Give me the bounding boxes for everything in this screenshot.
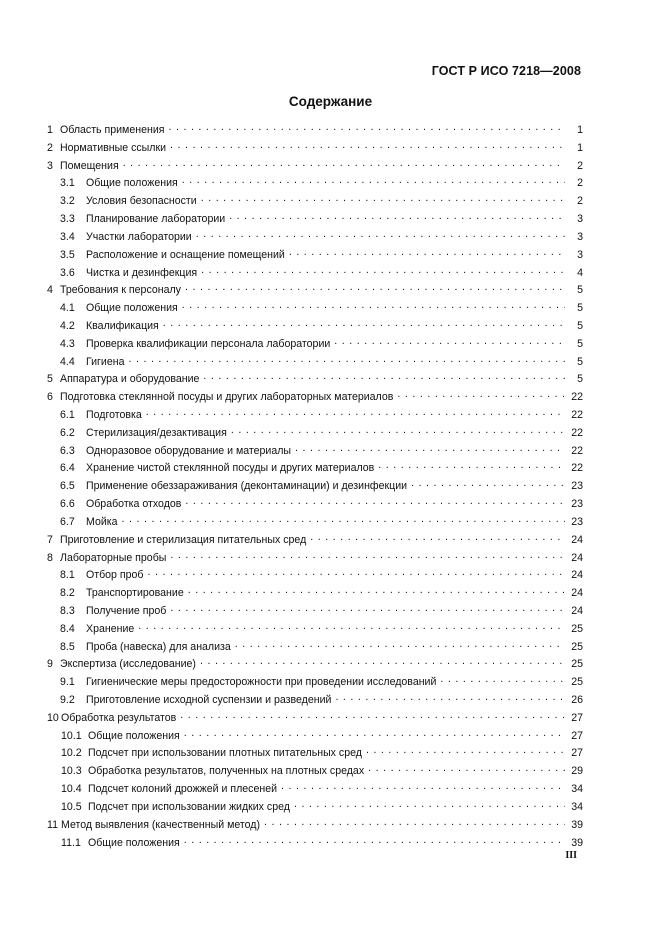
toc-entry-page: 5 [577,302,583,315]
toc-entry-label: Мойка [86,515,118,528]
toc-entry-page: 2 [577,159,583,172]
toc-entry-page: 23 [571,480,583,493]
toc-entry-number: 3.6 [60,266,75,279]
toc-entry-page: 27 [571,711,583,724]
toc-entry-page: 24 [571,551,583,564]
toc-entry[interactable] [47,337,583,355]
toc-entry-page: 34 [571,783,583,796]
toc-entry-page: 23 [571,498,583,511]
toc-entry-page: 24 [571,569,583,582]
toc-entry-number: 4.1 [60,302,75,315]
toc-entry[interactable] [47,266,583,284]
toc-entry-label: Расположение и оснащение помещений [86,248,285,261]
toc-entry-page: 5 [577,337,583,350]
toc-entry-label: Одноразовое оборудование и материалы [86,444,292,457]
toc-entry-page: 22 [571,462,583,475]
toc-entry-number: 8.2 [60,587,75,600]
toc-entry-number: 3.3 [60,213,75,226]
toc-entry[interactable] [47,551,583,569]
toc-entry-page: 39 [571,836,583,849]
toc-entry-number: 6 [47,391,53,404]
toc-entry[interactable] [47,479,583,497]
toc-entry-page: 2 [577,195,583,208]
toc-entry[interactable] [47,711,583,729]
toc-entry[interactable] [47,764,583,782]
table-of-contents [47,123,583,853]
toc-entry-number: 6.6 [60,498,75,511]
toc-dot-leader [203,372,565,382]
toc-dot-leader [185,283,565,293]
toc-entry-number: 8.3 [60,604,75,617]
toc-dot-leader [147,568,565,578]
toc-entry[interactable] [47,586,583,604]
toc-entry-page: 3 [577,248,583,261]
toc-entry-page: 1 [577,124,583,136]
toc-entry[interactable] [47,693,583,711]
toc-entry[interactable] [47,515,583,533]
toc-entry[interactable] [47,729,583,747]
toc-entry-page: 22 [571,391,583,404]
toc-entry-number: 5 [47,373,53,386]
toc-entry[interactable] [47,657,583,675]
toc-entry[interactable] [47,461,583,479]
toc-entry-label: Условия безопасности [86,195,197,208]
toc-entry[interactable] [47,746,583,764]
toc-entry-label: Подсчет колоний дрожжей и плесеней [88,783,278,796]
toc-dot-leader [196,230,565,240]
toc-entry-number: 10.1 [61,729,82,742]
toc-entry-label: Гигиенические меры предосторожности при проведении исследований [86,676,437,689]
toc-entry-page: 29 [571,765,583,778]
toc-entry-page: 39 [571,818,583,831]
toc-entry-label: Нормативные ссылки [60,141,167,154]
toc-entry[interactable] [47,444,583,462]
toc-dot-leader [201,194,565,204]
toc-entry-number: 2 [47,141,53,154]
toc-entry[interactable] [47,426,583,444]
toc-dot-leader [366,746,565,756]
toc-entry-page: 22 [571,409,583,421]
toc-entry-label: Подсчет при использовании жидких сред [88,800,290,813]
toc-entry[interactable] [47,230,583,248]
toc-entry-label: Гигиена [86,355,125,368]
toc-entry-number: 8.4 [60,622,75,635]
document-standard-header: ГОСТ Р ИСО 7218—2008 [431,64,581,78]
toc-entry[interactable] [47,675,583,693]
toc-dot-leader [334,337,565,347]
toc-entry-number: 11.1 [61,836,81,849]
toc-dot-leader [201,266,565,276]
toc-dot-leader [281,782,565,792]
toc-entry-number: 3.4 [60,230,75,243]
toc-dot-leader [295,444,565,454]
toc-entry-page: 24 [571,587,583,600]
toc-entry-label: Общие положения [88,836,180,849]
toc-dot-leader [146,408,565,418]
toc-entry-label: Экспертиза (исследование) [60,658,196,671]
toc-dot-leader [138,622,565,632]
toc-dot-leader [229,212,565,222]
toc-dot-leader [170,551,565,561]
toc-entry-label: Стерилизация/дезактивация [86,426,227,439]
toc-entry-page: 1 [577,141,583,154]
toc-dot-leader [128,355,565,365]
toc-entry-number: 9 [47,658,53,671]
toc-entry-label: Применение обеззараживания (деконтаминации) и дезинфекции [86,480,408,493]
toc-entry-label: Квалификация [86,319,159,332]
toc-entry-label: Получение проб [86,604,167,617]
toc-entry[interactable] [47,800,583,818]
toc-entry-number: 10.2 [61,747,82,760]
page-title: Содержание [288,94,373,109]
toc-entry-number: 9.1 [60,676,75,689]
toc-entry-label: Общие положения [86,177,178,190]
toc-entry-page: 26 [571,694,583,706]
toc-dot-leader [378,461,565,471]
toc-dot-leader [168,123,565,133]
toc-entry[interactable] [47,176,583,194]
toc-entry-label: Хранение [86,622,135,635]
toc-entry-label: Участки лаборатории [86,230,192,243]
toc-entry-page: 5 [577,355,583,368]
toc-entry-label: Требования к персоналу [60,284,181,297]
toc-dot-leader [231,426,565,436]
toc-entry-number: 6.7 [60,515,75,528]
toc-entry[interactable] [47,372,583,390]
toc-entry-number: 1 [47,124,53,136]
toc-entry-label: Область применения [60,124,165,136]
toc-entry-number: 10.4 [61,783,82,796]
toc-entry[interactable] [47,497,583,515]
toc-entry-number: 8.5 [60,640,75,653]
toc-entry-label: Обработка результатов, полученных на плотных средах [88,765,365,778]
toc-dot-leader [185,497,565,507]
toc-entry-number: 6.4 [60,462,75,475]
toc-dot-leader [368,764,565,774]
toc-entry-label: Приготовление и стерилизация питательных сред [60,533,307,546]
toc-entry-page: 25 [571,676,583,689]
toc-dot-leader [184,836,565,846]
toc-entry-label: Обработка отходов [86,498,182,511]
toc-entry-number: 10.3 [61,765,82,778]
toc-entry-number: 6.1 [60,409,75,421]
toc-dot-leader [123,159,565,169]
toc-entry-page: 24 [571,533,583,546]
toc-entry-page: 27 [571,747,583,760]
toc-entry-number: 4.3 [60,337,75,350]
toc-dot-leader [335,693,565,703]
toc-entry-number: 11 [47,818,58,831]
toc-entry[interactable] [47,301,583,319]
toc-entry-number: 10.5 [61,800,82,813]
toc-entry-label: Обработка результатов [61,711,177,724]
toc-entry-page: 22 [571,426,583,439]
toc-entry[interactable] [47,390,583,408]
toc-dot-leader [289,248,565,258]
toc-dot-leader [264,818,565,828]
toc-dot-leader [182,176,565,186]
toc-entry-label: Чистка и дезинфекция [86,266,198,279]
toc-entry-page: 22 [571,444,583,457]
toc-entry[interactable] [47,782,583,800]
toc-entry-page: 34 [571,800,583,813]
toc-entry-label: Подсчет при использовании плотных питательных сред [88,747,362,760]
toc-dot-leader [310,533,565,543]
toc-entry[interactable] [47,159,583,177]
toc-entry-number: 3.2 [60,195,75,208]
toc-entry-label: Проба (навеска) для анализа [86,640,231,653]
toc-entry-page: 3 [577,230,583,243]
toc-entry-page: 25 [571,640,583,653]
toc-entry[interactable] [47,141,583,159]
toc-dot-leader [170,141,565,151]
toc-entry-number: 3.5 [60,248,75,261]
toc-dot-leader [184,729,565,739]
toc-entry-label: Аппаратура и оборудование [60,373,200,386]
toc-dot-leader [235,640,565,650]
toc-entry-label: Метод выявления (качественный метод) [61,818,260,831]
toc-entry[interactable] [47,355,583,373]
toc-entry-number: 6.3 [60,444,75,457]
toc-entry-page: 5 [577,319,583,332]
toc-entry-label: Подготовка [86,409,142,421]
toc-entry-number: 10 [47,711,59,724]
toc-entry-number: 4.4 [60,355,75,368]
toc-entry[interactable] [47,640,583,658]
toc-entry-page: 27 [571,729,583,742]
toc-entry[interactable] [47,568,583,586]
toc-entry[interactable] [47,818,583,836]
toc-dot-leader [182,301,565,311]
toc-entry-label: Общие положения [86,302,178,315]
toc-entry-label: Проверка квалификации персонала лаборатории [86,337,331,350]
toc-dot-leader [397,390,565,400]
toc-entry-page: 5 [577,284,583,297]
toc-dot-leader [200,657,565,667]
toc-dot-leader [411,479,565,489]
toc-entry-label: Помещения [60,159,119,172]
toc-entry[interactable] [47,123,583,141]
toc-entry-label: Хранение чистой стеклянной посуды и других материалов [86,462,375,475]
toc-entry-number: 7 [47,533,53,546]
toc-entry-page: 5 [577,373,583,386]
toc-entry[interactable] [47,408,583,426]
toc-entry-number: 8 [47,551,53,564]
toc-entry-label: Лабораторные пробы [60,551,167,564]
toc-entry-page: 2 [577,177,583,190]
toc-dot-leader [188,586,565,596]
toc-entry-label: Планирование лаборатории [86,213,226,226]
toc-entry-label: Подготовка стеклянной посуды и других лабораторных материалов [60,391,394,404]
toc-entry-page: 3 [577,213,583,226]
toc-dot-leader [180,711,565,721]
toc-entry-page: 25 [571,658,583,671]
page-number: III [565,850,577,861]
toc-entry[interactable] [47,212,583,230]
toc-entry-number: 6.2 [60,426,75,439]
toc-entry[interactable] [47,533,583,551]
toc-entry[interactable] [47,622,583,640]
toc-entry-label: Отбор проб [86,569,144,582]
toc-entry[interactable] [47,283,583,301]
toc-entry-page: 4 [577,266,583,279]
toc-entry[interactable] [47,319,583,337]
toc-entry[interactable] [47,836,583,854]
toc-dot-leader [440,675,565,685]
toc-dot-leader [122,515,565,525]
toc-entry[interactable] [47,194,583,212]
toc-entry-page: 23 [571,515,583,528]
toc-dot-leader [170,604,565,614]
toc-entry-page: 24 [571,604,583,617]
toc-entry[interactable] [47,604,583,622]
toc-entry-number: 4.2 [60,319,75,332]
toc-entry-page: 25 [571,622,583,635]
toc-entry-label: Общие положения [88,729,180,742]
toc-entry-number: 9.2 [60,694,75,706]
toc-entry-label: Транспортирование [86,587,184,600]
toc-entry-label: Приготовление исходной суспензии и разведений [86,694,332,706]
toc-entry-number: 8.1 [60,569,75,582]
toc-entry[interactable] [47,248,583,266]
toc-entry-number: 4 [47,284,53,297]
toc-entry-number: 6.5 [60,480,75,493]
toc-entry-number: 3.1 [60,177,75,190]
toc-entry-number: 3 [47,159,53,172]
toc-dot-leader [294,800,565,810]
toc-dot-leader [163,319,565,329]
